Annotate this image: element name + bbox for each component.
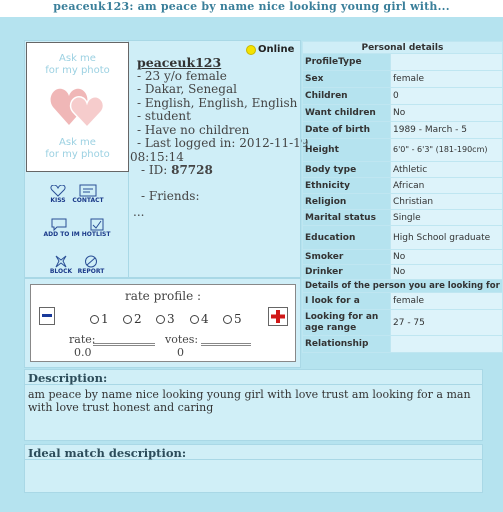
personal-details-heading: Personal details [303,42,503,54]
rate-up-button[interactable] [268,307,288,326]
contact-card-icon [79,184,97,197]
field-label: Smoker [303,250,391,265]
field-value [391,54,503,71]
block-button[interactable] [46,255,76,275]
id-label: - ID: [141,163,168,177]
rate-option-1[interactable] [90,312,109,326]
field-value: Christian [391,194,503,210]
online-status [246,44,294,55]
radio-icon[interactable] [90,315,99,324]
add-hotlist-label: ADD TO IM HOTLIST [43,231,111,238]
chat-bubble-icon [50,218,68,231]
ask-photo-text-top: Ask me for my photo [45,53,110,76]
hotlist-check-icon [90,218,104,231]
report-button[interactable] [75,255,107,275]
report-icon [84,255,98,268]
profile-line: - 23 y/o female [137,68,227,83]
field-label: Want children [303,105,391,122]
profile-line: - Have no children [137,122,250,137]
block-icon [54,255,68,268]
rate-title: rate profile : [124,289,202,303]
rate-down-button[interactable] [39,307,55,325]
radio-icon[interactable] [223,315,232,324]
rate-label: rate: [69,333,96,346]
report-label: REPORT [77,268,105,275]
field-label: Marital status [303,210,391,226]
field-value: 27 - 75 [391,310,503,336]
radio-icon[interactable] [190,315,199,324]
friends-label: - Friends: [141,189,200,203]
contact-label: CONTACT [72,197,104,204]
field-value: No [391,250,503,265]
votes-label: votes: [165,333,199,346]
username-link[interactable]: peaceuk123 [137,55,222,70]
field-label: Looking for an age range [303,310,391,336]
rate-option-2[interactable] [123,312,142,326]
field-value: 1989 - March - 5 [391,122,503,139]
minus-icon [40,308,54,324]
option-label: 5 [234,312,242,326]
field-value: Single [391,210,503,226]
field-value: 6'0" - 6'3" (181-190cm) [391,139,503,162]
field-value: Athletic [391,162,503,178]
looking-for-heading: Details of the person you are looking for [303,280,503,293]
kiss-label: KISS [50,197,66,204]
radio-icon[interactable] [156,315,165,324]
hearts-icon [49,85,107,129]
field-value: No [391,105,503,122]
field-value: female [391,293,503,310]
profile-summary [137,56,308,151]
field-label: Date of birth [303,122,391,139]
heart-outline-icon [50,185,66,197]
field-label: I look for a [303,293,391,310]
add-hotlist-button[interactable] [38,218,116,238]
id-value: 87728 [171,163,213,177]
block-label: BLOCK [49,268,73,275]
contact-button[interactable] [70,184,106,204]
rate-value: 0.0 [74,346,92,359]
profile-line: - student [137,109,191,123]
online-dot-icon [246,45,256,55]
online-label: Online [258,44,295,55]
profile-id [141,163,213,177]
field-label: Sex [303,71,391,88]
description-heading: Description: [25,370,482,385]
ideal-match-section [24,444,483,493]
field-label: Height [303,139,391,162]
personal-details-table [302,41,503,353]
plus-icon [269,308,287,325]
field-label: Education [303,226,391,250]
field-label: Religion [303,194,391,210]
field-label: Children [303,88,391,105]
ask-photo-text-bottom: Ask me for my photo [45,137,110,160]
friends-more[interactable]: ... [133,205,145,219]
field-value: African [391,178,503,194]
field-value [391,336,503,353]
field-value: High School graduate [391,226,503,250]
votes-value: 0 [177,346,184,359]
profile-photo-placeholder[interactable] [26,42,129,172]
option-label: 2 [134,312,142,326]
field-value: No [391,265,503,280]
option-label: 1 [101,312,109,326]
ideal-match-text [25,460,482,466]
option-label: 3 [167,312,175,326]
ideal-match-heading: Ideal match description: [25,445,482,460]
rate-underline [93,343,155,346]
field-label: Ethnicity [303,178,391,194]
rate-option-4[interactable] [190,312,209,326]
field-label: Drinker [303,265,391,280]
description-text: am peace by name nice looking young girl with love trust am looking for a man with love trust honest and caring [28,388,471,414]
radio-icon[interactable] [123,315,132,324]
profile-line: - Last logged in: 2012-11-19 [137,136,309,150]
profile-line: - Dakar, Senegal [137,82,237,96]
field-label: ProfileType [303,54,391,71]
field-label: Body type [303,162,391,178]
last-login-time: 08:15:14 [130,150,184,164]
profile-line: - English, English, English [137,95,298,110]
rate-option-3[interactable] [156,312,175,326]
field-value: 0 [391,88,503,105]
field-label: Relationship [303,336,391,353]
field-value: female [391,71,503,88]
page-title: peaceuk123: am peace by name nice looking young girl with... [0,0,503,17]
kiss-button[interactable] [48,185,68,204]
rate-profile-box [30,284,296,362]
votes-underline [201,343,251,346]
rate-option-5[interactable] [223,312,242,326]
option-label: 4 [201,312,209,326]
description-section [24,369,483,441]
